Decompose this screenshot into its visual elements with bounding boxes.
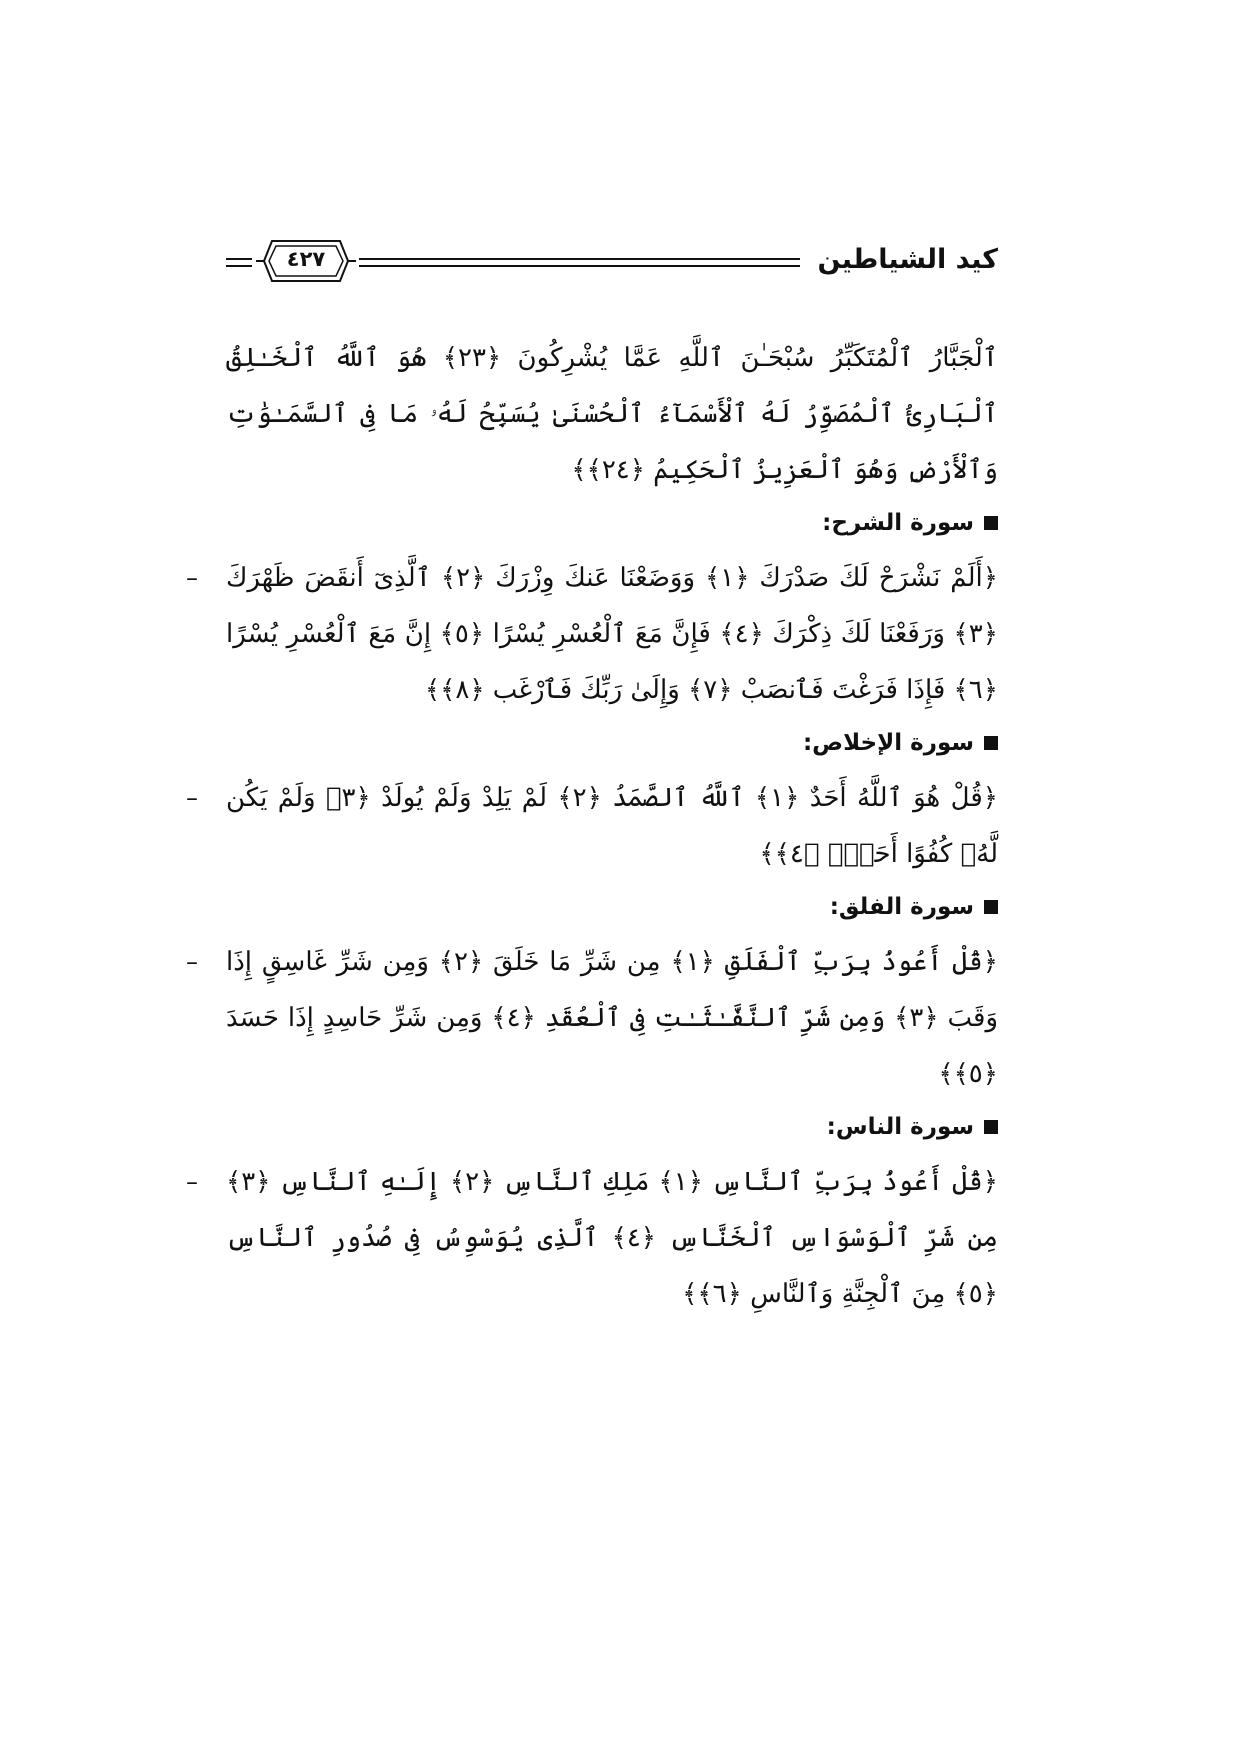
square-bullet-icon <box>984 1120 998 1134</box>
intro-verses: ٱلْجَبَّارُ ٱلْمُتَكَبِّرُ سُبْحَـٰنَ ٱللَّهِ عَمَّا يُشْرِكُونَ ﴿٢٣﴾ هُوَ ٱللَّهُ ٱلْخَـٰلِقُ ٱلْبَارِئُ ٱلْمُصَوِّرُ لَهُ ٱلْأَسْمَآءُ ٱلْحُسْنَىٰ يُسَبِّحُ لَهُۥ مَا فِى ٱلسَّمَـٰوَٰتِ وَٱلْأَرْضِ وَهُوَ ٱلْعَزِيزُ ٱلْحَكِيمُ ﴿٢٤﴾﴾ <box>226 343 999 485</box>
list-item <box>186 1154 999 1322</box>
surah-text: ﴿قُلْ هُوَ ٱللَّهُ أَحَدٌ ﴿١﴾ ٱللَّهُ ٱلصَّمَدُ ﴿٢﴾ لَمْ يَلِدْ وَلَمْ يُولَدْ ﴿٣﴾ وَلَمْ يَكُن لَّهُۥ كُفُوًا أَحَدٌۢ ﴿٤﴾﴾ <box>226 783 998 869</box>
list-dash: – <box>186 564 198 592</box>
header-rule-short <box>226 258 252 267</box>
section-heading-text: سورة الفلق: <box>829 894 974 920</box>
section-heading-text: سورة الإخلاص: <box>802 730 974 756</box>
list-dash: – <box>186 1168 198 1196</box>
page-number-badge <box>256 238 356 284</box>
surah-text: ﴿قُلْ أَعُوذُ بِرَبِّ ٱلْفَلَقِ ﴿١﴾ مِن شَرِّ مَا خَلَقَ ﴿٢﴾ وَمِن شَرِّ غَاسِقٍ إِذَا وَقَبَ ﴿٣﴾ وَمِن شَرِّ ٱلنَّفَّـٰثَـٰتِ فِى ٱلْعُقَدِ ﴿٤﴾ وَمِن شَرِّ حَاسِدٍ إِذَا حَسَدَ ﴿٥﴾﴾ <box>226 947 999 1089</box>
list-item <box>186 770 998 882</box>
page-number: ٤٢٧ <box>286 247 326 271</box>
list-dash: – <box>186 784 198 812</box>
section-heading-text: سورة الناس: <box>826 1114 974 1140</box>
section-heading-ikhlas <box>226 730 998 756</box>
page-content <box>186 330 999 1334</box>
list-item <box>186 550 998 718</box>
square-bullet-icon <box>984 900 998 914</box>
surah-text: ﴿أَلَمْ نَشْرَحْ لَكَ صَدْرَكَ ﴿١﴾ وَوَضَعْنَا عَنكَ وِزْرَكَ ﴿٢﴾ ٱلَّذِىٓ أَنقَضَ ظَهْرَكَ ﴿٣﴾ وَرَفَعْنَا لَكَ ذِكْرَكَ ﴿٤﴾ فَإِنَّ مَعَ ٱلْعُسْرِ يُسْرًا ﴿٥﴾ إِنَّ مَعَ ٱلْعُسْرِ يُسْرًا ﴿٦﴾ فَإِذَا فَرَغْتَ فَٱنصَبْ ﴿٧﴾ وَإِلَىٰ رَبِّكَ فَٱرْغَب ﴿٨﴾﴾ <box>226 563 998 705</box>
surah-text: ﴿قُلْ أَعُوذُ بِرَبِّ ٱلنَّاسِ ﴿١﴾ مَلِكِ ٱلنَّاسِ ﴿٢﴾ إِلَـٰهِ ٱلنَّاسِ ﴿٣﴾ مِن شَرِّ ٱلْوَسْوَاسِ ٱلْخَنَّاسِ ﴿٤﴾ ٱلَّذِى يُوَسْوِسُ فِى صُدُورِ ٱلنَّاسِ ﴿٥﴾ مِنَ ٱلْجِنَّةِ وَٱلنَّاسِ ﴿٦﴾﴾ <box>226 1167 999 1309</box>
list-dash: – <box>186 948 198 976</box>
section-heading-sharh <box>226 510 998 536</box>
list-item <box>186 934 999 1102</box>
header-rule <box>359 258 800 267</box>
section-heading-falaq <box>226 894 998 920</box>
square-bullet-icon <box>984 736 998 750</box>
square-bullet-icon <box>984 516 998 530</box>
page-header <box>226 238 998 298</box>
running-title: كيد الشياطين <box>817 244 998 275</box>
section-heading-text: سورة الشرح: <box>822 510 974 536</box>
section-heading-nas <box>226 1114 998 1140</box>
